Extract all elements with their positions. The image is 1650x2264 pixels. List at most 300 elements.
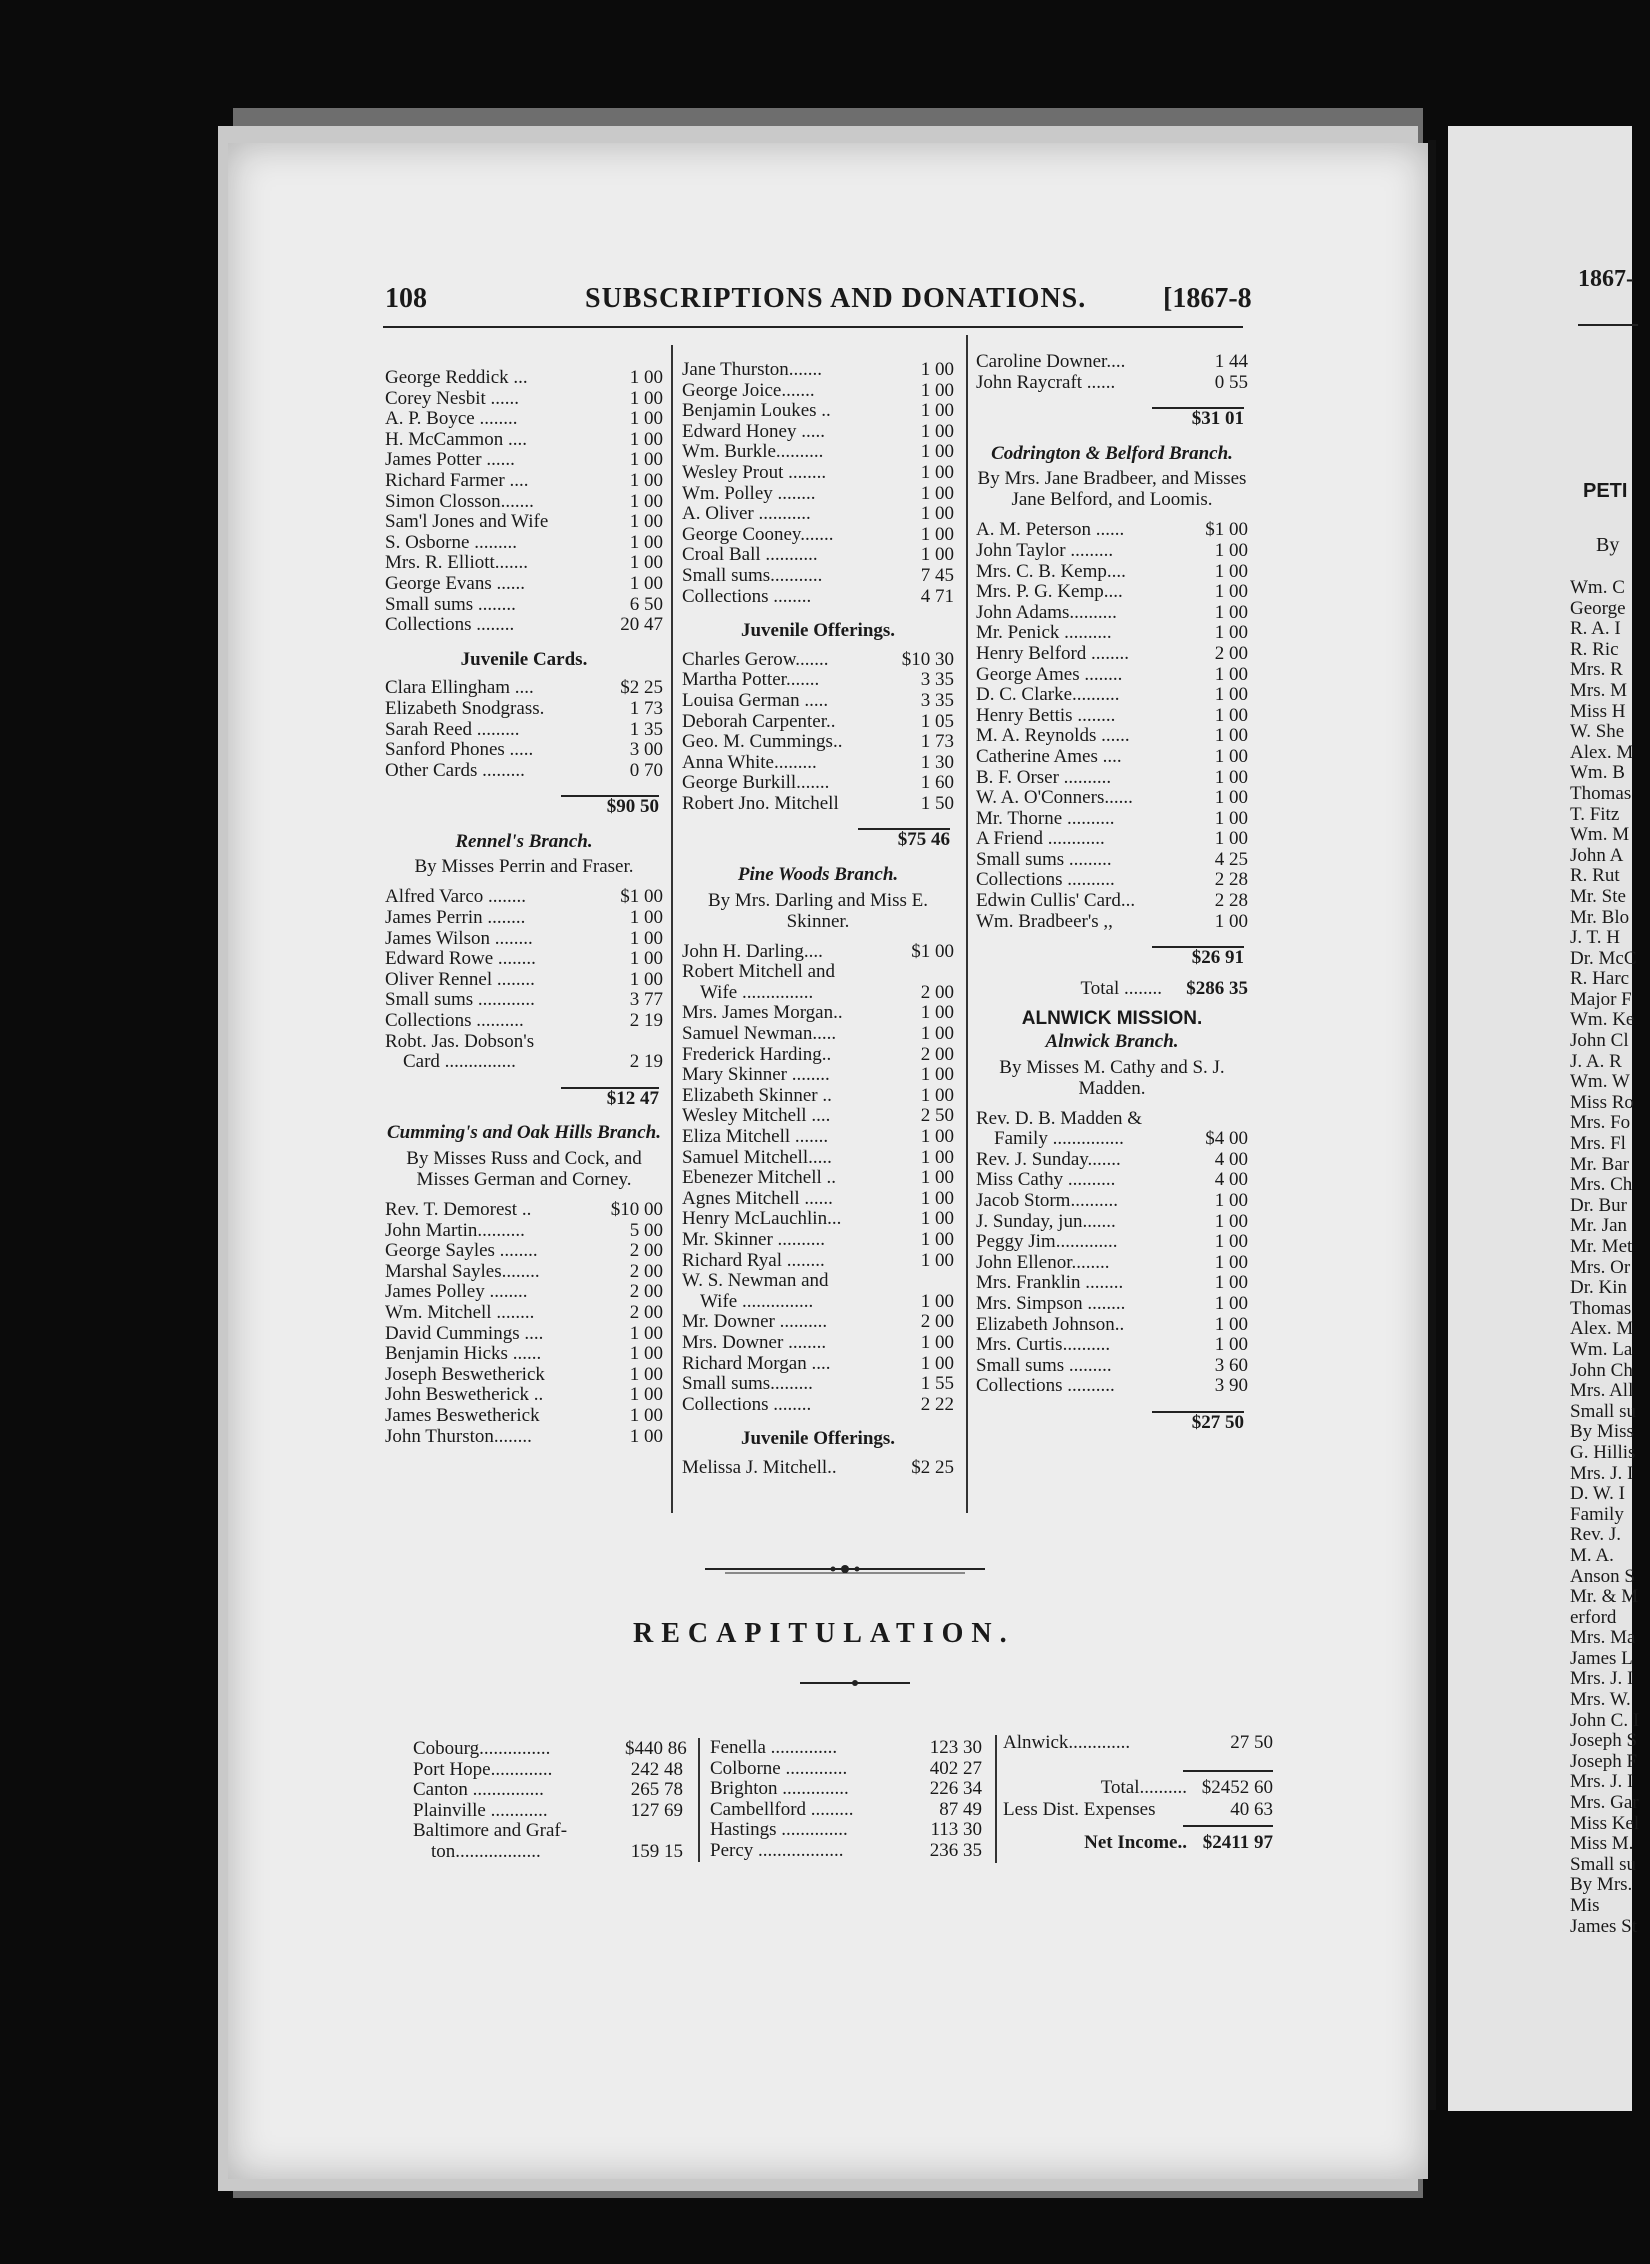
entry-name: Benjamin Hicks ......: [385, 1343, 542, 1365]
entry-row: [976, 1356, 1248, 1377]
entry-name: Miss Cathy ..........: [976, 1169, 1116, 1191]
entry-name: Elizabeth Johnson..: [976, 1313, 1125, 1335]
entry-amount: 1 00: [629, 1404, 663, 1426]
entry-name: Martha Potter.......: [682, 669, 820, 691]
entry-row: [682, 1106, 954, 1127]
entry-row: [682, 962, 954, 983]
entry-amount: 113 30: [930, 1819, 982, 1841]
text-line: Small su: [1570, 1400, 1636, 1422]
entry-amount: 1 00: [1214, 1292, 1248, 1314]
entry-row: [976, 912, 1248, 933]
entry-row: [976, 1129, 1248, 1150]
entry-amount: $2 25: [911, 1456, 954, 1478]
entry-row: [385, 430, 663, 451]
text-line: Mr. Met: [1570, 1236, 1633, 1257]
column-1: [385, 368, 663, 1447]
ornament-rule: [705, 1562, 985, 1576]
entry-amount: 1 00: [629, 428, 663, 450]
entry-row: [385, 574, 663, 595]
entry-row: [682, 422, 954, 443]
entry-name: Edward Honey .....: [682, 420, 825, 442]
text-line: M. A.: [1570, 1544, 1614, 1566]
text-line: John Ch: [1570, 1359, 1633, 1381]
entry-name: Jacob Storm..........: [976, 1190, 1118, 1211]
entry-name: Cambellford .........: [710, 1798, 854, 1820]
entry-row: [976, 1294, 1248, 1315]
entry-row: [682, 1045, 954, 1066]
entry-row: [385, 450, 663, 471]
text-line: Mrs. R: [1570, 659, 1623, 681]
entry-amount: 1 35: [629, 718, 663, 740]
entry-amount: 1 00: [629, 469, 663, 491]
entry-amount: 265 78: [630, 1779, 683, 1801]
entry-row: [682, 1354, 954, 1375]
entry-amount: 1 00: [629, 968, 663, 990]
entry-amount: 87 49: [939, 1798, 982, 1820]
entry-amount: 2 00: [629, 1240, 663, 1262]
entry-amount: 2 00: [1214, 642, 1248, 664]
text-line: R. Ric: [1570, 638, 1619, 660]
grand-total: [976, 979, 1248, 1000]
entry-row: [385, 1052, 663, 1073]
entry-name: Elizabeth Skinner ..: [682, 1084, 832, 1106]
entry-amount: 3 90: [1214, 1375, 1248, 1397]
entry-amount: 1 00: [920, 1002, 954, 1024]
entry-amount: $440 86: [625, 1738, 687, 1759]
entry-row: [682, 1189, 954, 1210]
entry-name: George Reddick ...: [385, 367, 528, 388]
text-line: G. Hillis: [1570, 1441, 1636, 1463]
entry-row: [682, 587, 954, 608]
entry-name: Port Hope.............: [413, 1758, 553, 1780]
entry-name: Mrs. P. G. Kemp....: [976, 581, 1123, 603]
recap-column-3: [1003, 1733, 1273, 1869]
entry-row: [682, 1148, 954, 1169]
entry-name: Oliver Rennel ........: [385, 968, 535, 990]
header-rule: [383, 326, 1243, 328]
recap-row: [1003, 1778, 1273, 1799]
entry-amount: 1 73: [920, 731, 954, 753]
entry-name: Marshal Sayles........: [385, 1260, 540, 1282]
entry-name: John Adams..........: [976, 601, 1117, 623]
text-line: By Mrs.: [1570, 1874, 1633, 1896]
entry-amount: 2 00: [920, 981, 954, 1003]
entry-row: [385, 1303, 663, 1324]
entry-amount: 1 00: [1214, 807, 1248, 829]
entry-row: [682, 753, 954, 774]
text-line: Joseph F: [1570, 1750, 1638, 1772]
entry-amount: 1 00: [1214, 1210, 1248, 1232]
text-line: Wm. W: [1570, 1071, 1630, 1093]
entry-name: Brighton ..............: [710, 1778, 849, 1800]
branch-heading: Pine Woods Branch.: [737, 864, 899, 886]
entry-row: [385, 970, 663, 991]
entry-name: Cobourg...............: [413, 1738, 551, 1759]
entry-amount: [896, 962, 954, 983]
column-divider: [966, 335, 968, 1513]
entry-amount: 1 00: [1214, 622, 1248, 644]
entry-name: Joseph Beswetherick: [385, 1363, 545, 1385]
entry-amount: $10 30: [901, 648, 954, 670]
entry-amount: $2 25: [620, 677, 663, 699]
adjacent-page-lines: [1570, 578, 1650, 1937]
entry-row: [976, 1109, 1248, 1130]
text-line: James St: [1570, 1915, 1638, 1937]
entry-name: Small sums...........: [682, 564, 823, 586]
entry-name: Mrs. Curtis..........: [976, 1334, 1111, 1356]
entry-name: Robert Jno. Mitchell: [682, 792, 839, 814]
subtotal: [976, 407, 1248, 430]
text-line: George: [1570, 597, 1626, 619]
entry-amount: 159 15: [630, 1840, 683, 1862]
entry-name: Rev. T. Demorest ..: [385, 1199, 532, 1220]
entry-amount: 1 00: [920, 1331, 954, 1353]
text-line: Mr. Blo: [1570, 906, 1630, 928]
section-heading: Juvenile Offerings.: [740, 1428, 896, 1450]
text-line: Mrs. Ma: [1570, 1627, 1636, 1649]
entry-amount: 2 50: [920, 1105, 954, 1127]
entry-name: ton..................: [431, 1840, 541, 1862]
entry-row: [385, 471, 663, 492]
entry-name: George Ames ........: [976, 663, 1123, 685]
entry-amount: 1 00: [1214, 745, 1248, 767]
adjacent-page-byline: By: [1596, 534, 1620, 556]
recap-amount: 27 50: [1230, 1732, 1273, 1753]
entry-name: Henry Bettis ........: [976, 704, 1116, 726]
entry-name: Agnes Mitchell ......: [682, 1187, 833, 1209]
entry-row: [682, 566, 954, 587]
entry-amount: 1 73: [629, 697, 663, 719]
entry-amount: 1 00: [920, 1167, 954, 1189]
entry-row: [682, 1230, 954, 1251]
entry-amount: 1 00: [1214, 1334, 1248, 1356]
text-line: Miss H: [1570, 700, 1626, 722]
text-line: Mr. Jan: [1570, 1215, 1627, 1237]
recap-divider: [698, 1738, 700, 1862]
page-number: 108: [385, 283, 427, 314]
entry-name: S. Osborne .........: [385, 531, 517, 553]
entry-name: Wm. Mitchell ........: [385, 1301, 535, 1323]
text-line: R. Rut: [1570, 865, 1620, 887]
entry-name: Edwin Cullis' Card...: [976, 890, 1136, 912]
entry-list: [385, 1200, 663, 1447]
entry-amount: 2 00: [629, 1301, 663, 1323]
entry-row: [682, 650, 954, 671]
entry-row: [385, 949, 663, 970]
entry-row: [385, 1200, 663, 1221]
entry-amount: 1 00: [1214, 581, 1248, 603]
text-line: Mrs. All: [1570, 1380, 1634, 1402]
entry-amount: 3 77: [629, 989, 663, 1011]
entry-amount: 1 00: [1214, 1272, 1248, 1294]
recap-row: [1003, 1833, 1273, 1854]
entry-row: [385, 1324, 663, 1345]
entry-row: [682, 983, 954, 1004]
section-heading: Juvenile Offerings.: [740, 620, 896, 642]
grand-total-amount: $286 35: [1186, 977, 1248, 999]
text-line: Miss M.: [1570, 1833, 1634, 1855]
entry-name: Deborah Carpenter..: [682, 710, 836, 732]
subtotal-amount: $12 47: [606, 1087, 659, 1109]
entry-amount: 1 00: [920, 359, 954, 380]
entry-row: [385, 740, 663, 761]
entry-name: Ebenezer Mitchell ..: [682, 1167, 837, 1189]
entry-row: [682, 1024, 954, 1045]
adjacent-page-header: 1867-: [1578, 266, 1634, 292]
entry-amount: 1 00: [629, 408, 663, 430]
entry-amount: 3 35: [920, 669, 954, 691]
entry-row: [682, 1292, 954, 1313]
text-line: James L: [1570, 1647, 1633, 1669]
subtotal: [976, 946, 1248, 969]
entry-name: John Thurston........: [385, 1425, 532, 1447]
entry-amount: 1 00: [920, 503, 954, 525]
entry-amount: 1 00: [629, 387, 663, 409]
entry-row: [976, 870, 1248, 891]
text-line: Wm. La: [1570, 1338, 1633, 1360]
entry-amount: $1 00: [1205, 519, 1248, 541]
entry-name: Louisa German .....: [682, 689, 829, 711]
entry-row: [682, 1065, 954, 1086]
branch-heading: Codrington & Belford Branch.: [991, 442, 1233, 464]
text-line: Anson S: [1570, 1565, 1635, 1587]
entry-name: Corey Nesbit ......: [385, 387, 520, 409]
recap-name: Alnwick.............: [1003, 1732, 1131, 1753]
entry-amount: 4 71: [920, 585, 954, 607]
entry-row: [710, 1841, 982, 1862]
entry-amount: 2 00: [920, 1043, 954, 1065]
entry-amount: 1 00: [629, 1322, 663, 1344]
entry-amount: 1 00: [629, 907, 663, 929]
entry-row: [682, 381, 954, 402]
entry-row: [976, 1170, 1248, 1191]
entry-amount: 1 05: [920, 710, 954, 732]
entry-amount: $4 00: [1205, 1128, 1248, 1150]
recap-name: Net Income..: [1084, 1831, 1187, 1853]
entry-name: John H. Darling....: [682, 940, 823, 962]
entry-amount: 1 00: [1214, 560, 1248, 582]
entry-name: Colborne .............: [710, 1757, 848, 1779]
entry-amount: 242 48: [630, 1758, 683, 1780]
text-line: Major F: [1570, 988, 1632, 1010]
entry-name: A. P. Boyce ........: [385, 408, 518, 430]
entry-row: [682, 504, 954, 525]
entry-row: [385, 1032, 663, 1053]
entry-row: [710, 1738, 982, 1759]
entry-name: George Cooney.......: [682, 523, 834, 545]
entry-amount: 2 00: [629, 1260, 663, 1282]
text-line: By Miss: [1570, 1421, 1634, 1443]
text-line: John A: [1570, 844, 1624, 866]
entry-name: Baltimore and Graf-: [413, 1820, 568, 1842]
subtotal-amount: $90 50: [606, 796, 659, 818]
entry-row: [413, 1738, 687, 1760]
entry-name: H. McCammon ....: [385, 428, 527, 450]
entry-row: [682, 1395, 954, 1416]
entry-amount: 236 35: [929, 1839, 982, 1861]
branch-heading: Rennel's Branch.: [455, 830, 593, 852]
entry-row: [710, 1759, 982, 1780]
subtotal: [976, 1411, 1248, 1434]
entry-name: Jane Thurston.......: [682, 359, 823, 380]
entry-amount: 402 27: [929, 1757, 982, 1779]
entry-amount: 123 30: [929, 1737, 982, 1758]
recap-row: [1003, 1733, 1273, 1754]
entry-amount: 1 00: [1214, 1190, 1248, 1211]
entry-amount: [896, 1271, 954, 1292]
entry-name: Robert Mitchell and: [682, 961, 836, 983]
entry-name: Richard Ryal ........: [682, 1249, 825, 1271]
entry-name: Peggy Jim.............: [976, 1231, 1118, 1253]
entry-row: [682, 401, 954, 422]
entry-name: Croal Ball ...........: [682, 544, 818, 566]
entry-name: George Evans ......: [385, 572, 526, 594]
branch-collectors: By Misses Perrin and Fraser.: [414, 856, 634, 878]
entry-amount: 1 55: [920, 1373, 954, 1395]
entry-row: [682, 1003, 954, 1024]
entry-amount: 4 00: [1214, 1169, 1248, 1191]
entry-name: Canton ...............: [413, 1779, 544, 1801]
entry-row: [710, 1779, 982, 1800]
entry-row: [976, 829, 1248, 850]
entry-row: [385, 1344, 663, 1365]
text-line: Mrs. Fl: [1570, 1133, 1626, 1155]
entry-amount: 1 50: [920, 792, 954, 814]
entry-row: [385, 699, 663, 720]
text-line: John C. I: [1570, 1709, 1640, 1731]
text-line: Alex. M: [1570, 741, 1634, 763]
entry-row: [976, 352, 1248, 373]
entry-amount: 1 00: [920, 1084, 954, 1106]
entry-name: Mrs. Downer ........: [682, 1331, 827, 1353]
text-line: Joseph S: [1570, 1730, 1638, 1752]
entry-amount: 1 00: [920, 1126, 954, 1147]
recap-row: [1003, 1800, 1273, 1821]
entry-row: [682, 691, 954, 712]
entry-name: George Burkill.......: [682, 772, 830, 794]
recap-name: Total..........: [1100, 1776, 1187, 1798]
entry-amount: 1 00: [629, 511, 663, 533]
entry-row: [385, 1282, 663, 1303]
entry-row: [682, 1312, 954, 1333]
entry-row: [976, 850, 1248, 871]
entry-row: [976, 541, 1248, 562]
entry-row: [682, 1271, 954, 1292]
entry-name: George Joice.......: [682, 379, 815, 401]
entry-name: Mrs. R. Elliott.......: [385, 552, 529, 574]
entry-name: Rev. D. B. Madden &: [976, 1107, 1143, 1129]
text-line: Mrs. J. I: [1570, 1462, 1634, 1484]
recap-title: RECAPITULATION.: [633, 1618, 1015, 1649]
text-line: Mrs. Fo: [1570, 1112, 1631, 1134]
entry-name: Clara Ellingham ....: [385, 677, 534, 699]
entry-amount: 127 69: [630, 1799, 683, 1821]
branch-collectors: By Misses Russ and Cock, and Misses German and Corney.: [406, 1148, 642, 1190]
entry-amount: 6 50: [629, 593, 663, 615]
entry-amount: 0 70: [629, 759, 663, 781]
entry-row: [976, 1335, 1248, 1356]
branch-heading: Cumming's and Oak Hills Branch.: [387, 1122, 661, 1144]
text-line: R. A. I: [1570, 618, 1621, 640]
text-line: D. W. I: [1570, 1483, 1625, 1505]
branch-collectors: By Mrs. Jane Bradbeer, and Misses Jane Belford, and Loomis.: [977, 468, 1247, 511]
entry-row: [976, 768, 1248, 789]
entry-amount: 1 00: [1214, 910, 1248, 932]
entry-amount: 1 00: [629, 927, 663, 949]
entry-row: [976, 1232, 1248, 1253]
entry-row: [976, 1253, 1248, 1274]
section-heading: Juvenile Cards.: [460, 648, 588, 670]
entry-list: [976, 520, 1248, 932]
text-line: Family: [1570, 1503, 1624, 1525]
branch-heading: Alnwick Branch.: [1045, 1031, 1179, 1053]
text-line: W. She: [1570, 721, 1625, 743]
entry-name: John Ellenor........: [976, 1251, 1110, 1273]
entry-amount: 1 00: [1214, 1251, 1248, 1273]
entry-row: [976, 685, 1248, 706]
entry-amount: $1 00: [620, 886, 663, 908]
text-line: Mrs. Or: [1570, 1256, 1631, 1278]
entry-amount: 1 00: [920, 379, 954, 401]
entry-row: [385, 908, 663, 929]
entry-name: Catherine Ames ....: [976, 745, 1122, 767]
entry-name: J. Sunday, jun.......: [976, 1210, 1116, 1232]
entry-amount: 226 34: [929, 1778, 982, 1800]
text-line: Wm. M: [1570, 824, 1630, 846]
entry-amount: 1 00: [1214, 1231, 1248, 1253]
entry-amount: 1 00: [920, 1146, 954, 1168]
entry-amount: 1 00: [1214, 828, 1248, 850]
entry-name: Small sums .........: [976, 1354, 1112, 1376]
entry-row: [710, 1800, 982, 1821]
entry-name: Mr. Downer ..........: [682, 1311, 828, 1333]
entry-row: [413, 1821, 683, 1842]
entry-row: [385, 533, 663, 554]
entry-amount: 1 44: [1214, 351, 1248, 372]
entry-row: [976, 788, 1248, 809]
text-line: Small su: [1570, 1853, 1636, 1875]
page-title: SUBSCRIPTIONS AND DONATIONS.: [585, 283, 1087, 314]
entry-row: [682, 794, 954, 815]
entry-row: [976, 644, 1248, 665]
entry-row: [682, 463, 954, 484]
text-line: Miss Ro: [1570, 1091, 1634, 1113]
entry-row: [682, 1168, 954, 1189]
text-line: Mrs. M: [1570, 679, 1628, 701]
entry-list: [682, 360, 954, 607]
entry-amount: 1 00: [629, 490, 663, 512]
entry-name: Small sums.........: [682, 1373, 813, 1395]
adjacent-page-rule: [1578, 324, 1638, 326]
entry-name: Plainville ............: [413, 1799, 548, 1821]
entry-name: D. C. Clarke..........: [976, 684, 1120, 706]
page-year: [1867-8: [1163, 283, 1252, 314]
entry-name: Small sums ........: [385, 593, 516, 615]
entry-amount: 2 00: [920, 1311, 954, 1333]
entry-row: [682, 773, 954, 794]
text-line: Dr. McC: [1570, 947, 1637, 969]
total-rule: [1183, 1825, 1273, 1827]
entry-row: [385, 929, 663, 950]
entry-row: [976, 373, 1248, 394]
entry-row: [413, 1760, 683, 1781]
entry-amount: 1 00: [629, 449, 663, 471]
entry-name: David Cummings ....: [385, 1322, 544, 1344]
entry-amount: 2 19: [629, 1010, 663, 1032]
subtotal: [385, 1087, 663, 1110]
entry-amount: [625, 1821, 683, 1842]
entry-amount: 1 00: [1214, 725, 1248, 747]
